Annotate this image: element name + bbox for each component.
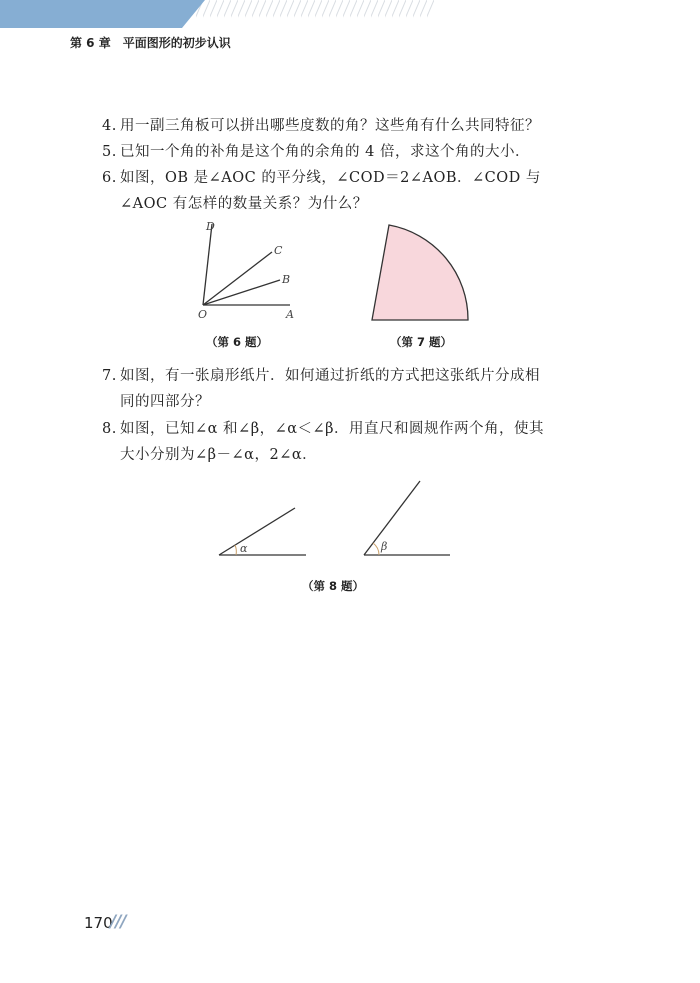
page-decoration: /// xyxy=(110,912,126,932)
question-6-cont: ∠AOC 有怎样的数量关系？为什么？ xyxy=(120,196,368,212)
page-number: 170 xyxy=(84,914,113,932)
label-alpha: α xyxy=(240,542,248,555)
label-C: C xyxy=(274,244,283,257)
caption-fig7: （第 7 题） xyxy=(390,335,453,349)
label-D: D xyxy=(206,220,215,233)
question-6: 6. 如图，OB 是∠AOC 的平分线，∠COD＝2∠AOB．∠COD 与 xyxy=(102,170,541,186)
label-B: B xyxy=(282,273,291,286)
caption-fig8: （第 8 题） xyxy=(302,579,365,593)
figure-6 xyxy=(203,224,290,305)
figure-7-sector xyxy=(372,225,468,320)
label-beta: β xyxy=(381,540,388,553)
figure-8 xyxy=(219,481,450,555)
caption-fig6: （第 6 题） xyxy=(206,335,269,349)
chapter-title: 第 6 章 平面图形的初步认识 xyxy=(70,36,231,50)
question-4: 4. 用一副三角板可以拼出哪些度数的角？这些角有什么共同特征？ xyxy=(102,118,540,134)
question-8-cont: 大小分别为∠β－∠α，2∠α． xyxy=(120,447,318,463)
question-8: 8. 如图，已知∠α 和∠β，∠α＜∠β．用直尺和圆规作两个角，使其 xyxy=(102,421,545,437)
question-5: 5. 已知一个角的补角是这个角的余角的 4 倍，求这个角的大小． xyxy=(102,144,530,160)
question-7-cont: 同的四部分？ xyxy=(120,394,210,410)
label-O: O xyxy=(198,308,208,321)
label-A: A xyxy=(286,308,294,321)
question-7: 7. 如图，有一张扇形纸片．如何通过折纸的方式把这张纸片分成相 xyxy=(102,368,540,384)
